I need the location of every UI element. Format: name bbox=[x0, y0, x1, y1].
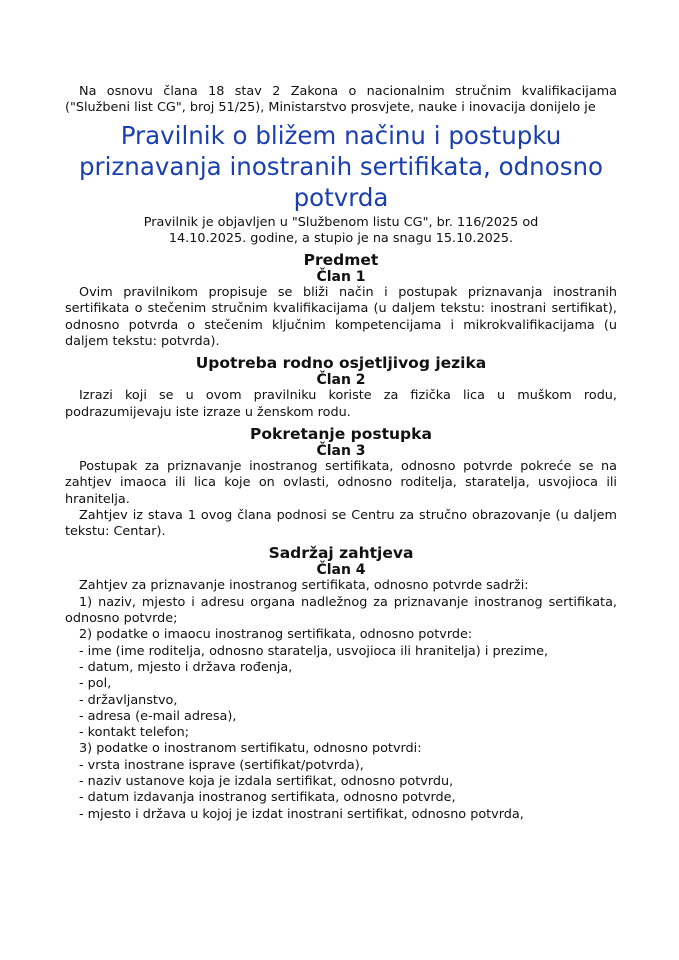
list-item: - naziv ustanove koja je izdala sertifikat, odnosno potvrdu, bbox=[79, 774, 454, 790]
section-heading: Pokretanje postupka bbox=[250, 424, 432, 443]
article-paragraph: Ovim pravilnikom propisuje se bliži način i postupak priznavanja inostranih sertifikata o stečenim stručnim kvalifikacijama (u daljem tekstu: inostrani sertifikat), odnosno potvrda o stečenim ključnim kompetencijama i mikrokvalifikacijama (u daljem tekstu: potvrda). bbox=[65, 285, 617, 350]
list-item: - ime (ime roditelja, odnosno staratelja, usvojioca ili hranitelja) i prezime, bbox=[79, 643, 549, 659]
section-heading: Predmet bbox=[303, 251, 379, 270]
article-number: Član 2 bbox=[316, 372, 366, 389]
article-paragraph: 1) naziv, mjesto i adresu organa nadležnog za priznavanje inostranog sertifikata, odnosno potvrde; bbox=[65, 594, 617, 627]
article-paragraph: Postupak za priznavanje inostranog sertifikata, odnosno potvrde pokreće se na zahtjev imaoca ili lica koje on ovlasti, odnosno roditelja, staratelja, usvojioca ili hranitelja. bbox=[65, 458, 617, 507]
article-paragraph: Izrazi koji se u ovom pravilniku koriste za fizička lica u muškom rodu, podrazumijevaju iste izraze u ženskom rodu. bbox=[65, 388, 617, 420]
article-paragraph: Zahtjev iz stava 1 ovog člana podnosi se Centru za stručno obrazovanje (u daljem tekstu: Centar). bbox=[65, 507, 617, 540]
article-number: Član 4 bbox=[316, 562, 366, 579]
section-heading: Sadržaj zahtjeva bbox=[268, 544, 414, 563]
article-item-list bbox=[65, 627, 617, 823]
list-item: - državljanstvo, bbox=[79, 692, 178, 708]
article-number: Član 3 bbox=[316, 442, 366, 459]
list-item: - datum izdavanja inostranog sertifikata, odnosno potvrde, bbox=[79, 790, 456, 806]
section-heading: Upotreba rodno osjetljivog jezika bbox=[195, 354, 487, 373]
article-number: Član 1 bbox=[316, 269, 366, 286]
publication-note bbox=[65, 215, 617, 248]
list-item: - adresa (e-mail adresa), bbox=[79, 708, 237, 724]
list-item: 2) podatke o imaocu inostranog sertifikata, odnosno potvrde: bbox=[79, 627, 473, 643]
list-item: - mjesto i država u kojoj je izdat inostrani sertifikat, odnosno potvrda, bbox=[79, 806, 524, 822]
document-page bbox=[65, 84, 617, 823]
document-title: Pravilnik o bližem načinu i postupku priznavanja inostranih sertifikata, odnosno potvrda bbox=[79, 120, 603, 212]
list-item: - kontakt telefon; bbox=[79, 725, 190, 741]
list-item: - pol, bbox=[79, 676, 112, 692]
list-item: 3) podatke o inostranom sertifikatu, odnosno potvrdi: bbox=[79, 741, 422, 757]
publication-line: 14.10.2025. godine, a stupio je na snagu 15.10.2025. bbox=[168, 230, 514, 246]
list-item: - vrsta inostrane isprave (sertifikat/potvrda), bbox=[79, 757, 364, 773]
publication-line: Pravilnik je objavljen u "Službenom listu CG", br. 116/2025 od bbox=[143, 214, 539, 230]
intro-paragraph: Na osnovu člana 18 stav 2 Zakona o nacionalnim stručnim kvalifikacijama ("Službeni list CG", broj 51/25), Ministarstvo prosvjete, nauke i inovacija donijelo je bbox=[65, 84, 617, 116]
article-paragraph: Zahtjev za priznavanje inostranog sertifikata, odnosno potvrde sadrži: bbox=[79, 578, 529, 594]
list-item: - datum, mjesto i država rođenja, bbox=[79, 659, 293, 675]
